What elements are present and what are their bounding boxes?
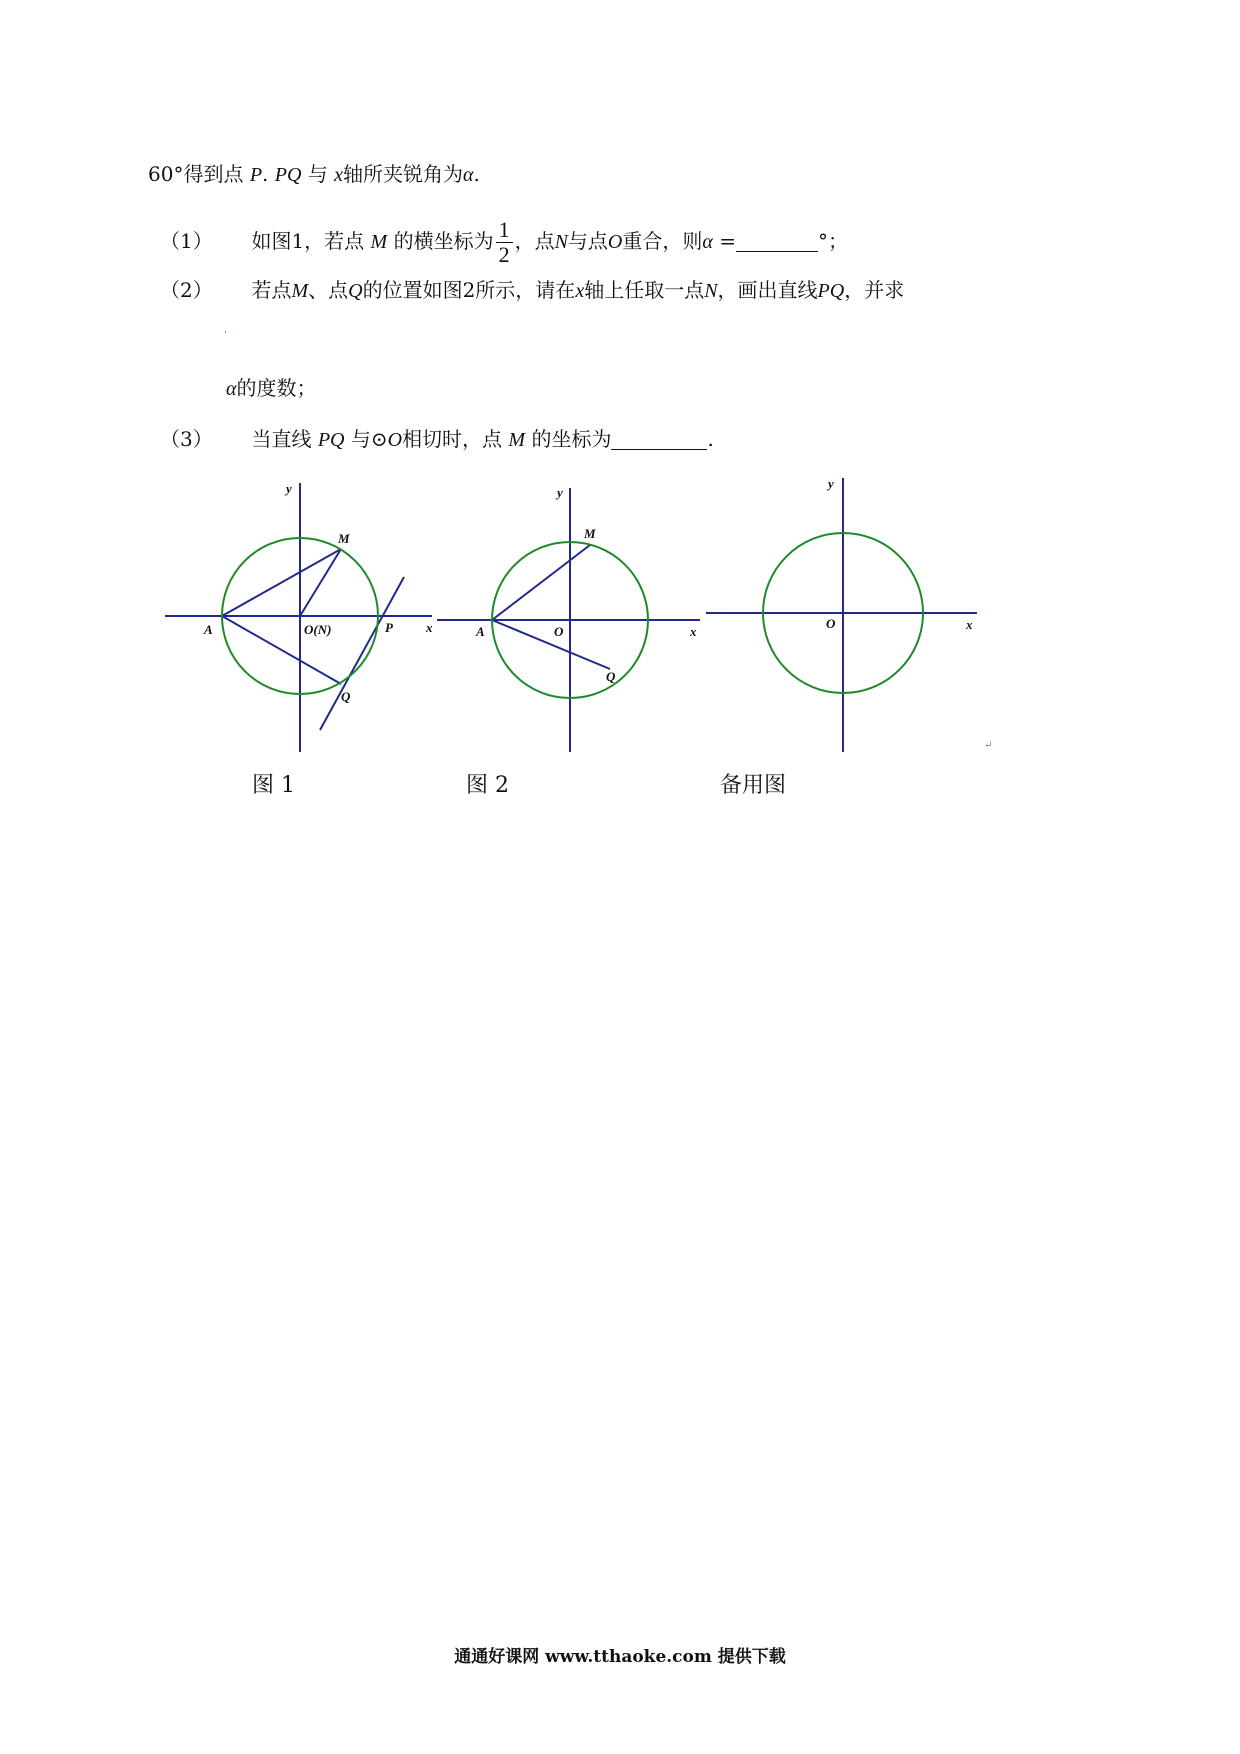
angle-value: 60° bbox=[148, 162, 184, 186]
fig1-label-q: Q bbox=[341, 689, 351, 704]
return-mark: ↵ bbox=[984, 740, 993, 751]
fig3-label-x: x bbox=[966, 617, 973, 632]
fig2-label-o: O bbox=[554, 624, 564, 639]
intro-line: 60°得到点 P. PQ 与 x轴所夹锐角为α. bbox=[148, 162, 480, 186]
fig2-label-a: A bbox=[476, 624, 485, 639]
question-1: （1） 如图1，若点 M 的横坐标为 $\frac{1}{2}$ ，点N与点O重合，则α = °； bbox=[160, 217, 848, 267]
fig1-label-m: M bbox=[338, 531, 350, 546]
fig2-label-q: Q bbox=[606, 669, 616, 684]
footer: 通通好课网 www.tthaoke.com 提供下载 bbox=[454, 1647, 786, 1667]
fig3-label-o: O bbox=[826, 616, 836, 631]
fig3-label-y: y bbox=[828, 476, 834, 491]
question-2-continued: α的度数； bbox=[226, 376, 317, 400]
fig3-caption: 备用图 bbox=[720, 773, 787, 798]
question-3: （3） 当直线 PQ 与⊙O相切时，点 M 的坐标为 . bbox=[160, 427, 714, 451]
fig1-label-o: O(N) bbox=[304, 622, 332, 637]
stray-mark: ' bbox=[224, 330, 227, 341]
fig1-label-p: P bbox=[385, 620, 393, 635]
fraction-one-half: $\frac{1}{2}$ bbox=[496, 218, 513, 267]
question-number: （3） bbox=[160, 427, 213, 451]
fig1-label-y: y bbox=[286, 481, 292, 496]
question-number: （2） bbox=[160, 278, 213, 302]
fig1-label-a: A bbox=[204, 622, 213, 637]
fig1-label-x: x bbox=[426, 620, 433, 635]
question-2: （2） 若点M、点Q的位置如图2所示，请在x轴上任取一点N，画出直线PQ，并求 bbox=[160, 278, 905, 302]
fig2-label-m: M bbox=[584, 526, 596, 541]
fig2-caption: 图 2 bbox=[466, 773, 509, 798]
fig2-label-x: x bbox=[690, 624, 697, 639]
question-number: （1） bbox=[160, 229, 213, 253]
fig2-label-y: y bbox=[557, 485, 563, 500]
fig1-caption: 图 1 bbox=[252, 773, 295, 798]
